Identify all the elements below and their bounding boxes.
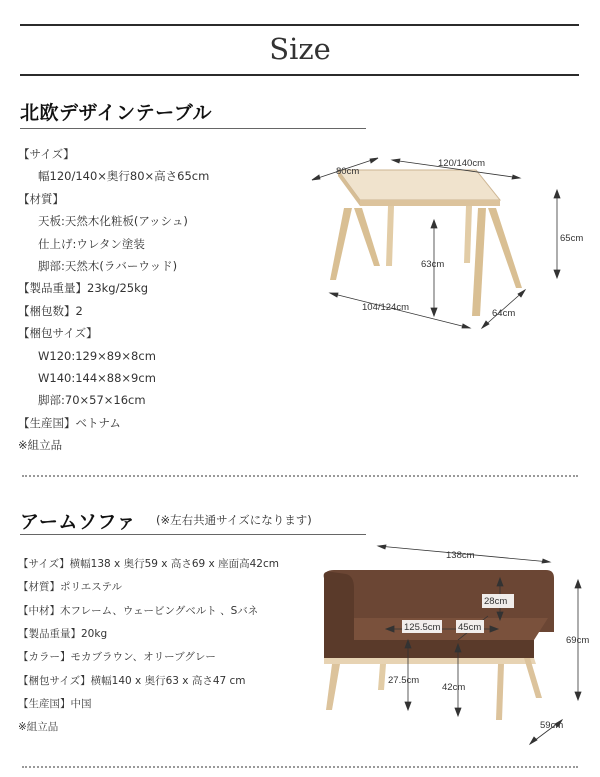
table-diagram — [300, 148, 600, 348]
table-spec-line: 脚部:天然木(ラバーウッド) — [38, 259, 178, 273]
table-leg — [386, 206, 394, 266]
table-top — [338, 170, 500, 200]
size-title: Size — [269, 32, 331, 66]
bottom-divider — [22, 766, 578, 768]
title-rule — [20, 74, 579, 76]
table-spec-line: 【梱包サイズ】 — [18, 326, 98, 341]
sofa-leg — [496, 664, 504, 720]
table-leg — [464, 206, 472, 263]
sofa-note: (※左右共通サイズになります) — [156, 513, 312, 527]
sofa-front — [324, 640, 534, 658]
dim-leg-span-width: 104/124cm — [362, 302, 410, 313]
dim-sofa-width: 138cm — [446, 550, 475, 561]
table-spec-line: W140:144×88×9cm — [38, 371, 156, 385]
table-spec-line: ※組立品 — [18, 438, 63, 453]
section-divider — [22, 475, 578, 477]
table-leg — [330, 208, 352, 280]
sofa-spec-line: 【梱包サイズ】横幅140 x 奥行63 x 高さ47 cm — [18, 674, 246, 687]
dim-leg-span-depth: 64cm — [492, 308, 516, 319]
top-rule — [20, 24, 579, 26]
dim-leg-height: 27.5cm — [388, 675, 420, 686]
table-heading: 北欧デザインテーブル — [20, 102, 212, 124]
table-leg — [472, 208, 486, 316]
table-leg — [488, 208, 522, 288]
sofa-leg — [326, 664, 340, 710]
dim-leg-height: 63cm — [421, 259, 445, 270]
table-spec-line: 【生産国】ベトナム — [18, 415, 121, 430]
table-top-edge — [360, 200, 500, 206]
sofa-spec-line: 【カラー】モカブラウン、オリーブグレー — [18, 651, 216, 664]
sofa-frame — [324, 658, 536, 664]
sofa-leg — [378, 664, 386, 690]
sofa-heading-underline — [20, 534, 366, 535]
dim-height: 65cm — [560, 233, 584, 244]
dim-seat-depth: 45cm — [458, 622, 482, 633]
sofa-spec-line: 【材質】ポリエステル — [18, 581, 123, 594]
table-spec-line: 仕上げ:ウレタン塗装 — [38, 236, 145, 251]
dim-width: 120/140cm — [438, 158, 486, 169]
sofa-diagram — [318, 540, 600, 760]
dim-seat-width: 125.5cm — [404, 622, 441, 633]
table-spec-line: 幅120/140×奥行80×高さ65cm — [38, 169, 210, 184]
table-spec-line: 【製品重量】23kg/25kg — [18, 281, 149, 296]
sofa-spec-line: 【製品重量】20kg — [18, 627, 108, 640]
table-heading-underline — [20, 128, 366, 129]
table-leg — [354, 208, 380, 266]
table-spec-line: 天板:天然木化粧板(アッシュ) — [38, 214, 188, 229]
table-spec-line: 脚部:70×57×16cm — [38, 393, 146, 408]
table-spec-line: W120:129×89×8cm — [38, 348, 156, 363]
dim-arm-height: 28cm — [484, 596, 508, 607]
dim-sofa-depth: 59cm — [540, 720, 564, 731]
table-spec-line: 【材質】 — [18, 191, 64, 206]
dim-seat-height: 42cm — [442, 682, 466, 693]
sofa-spec-line: 【サイズ】横幅138 x 奥行59 x 高さ69 x 座面高42cm — [18, 558, 279, 570]
table-spec-line: 【梱包数】2 — [18, 303, 83, 318]
sofa-spec-line: ※組立品 — [18, 721, 59, 734]
table-spec-line: 【サイズ】 — [18, 147, 75, 161]
sofa-heading: アームソファ — [20, 511, 137, 533]
dim-depth: 80cm — [336, 166, 360, 177]
sofa-spec-line: 【生産国】中国 — [18, 697, 92, 710]
sofa-spec-line: 【中材】木フレーム、ウェービングベルト 、Sバネ — [18, 604, 259, 617]
dim-sofa-height: 69cm — [566, 635, 590, 646]
